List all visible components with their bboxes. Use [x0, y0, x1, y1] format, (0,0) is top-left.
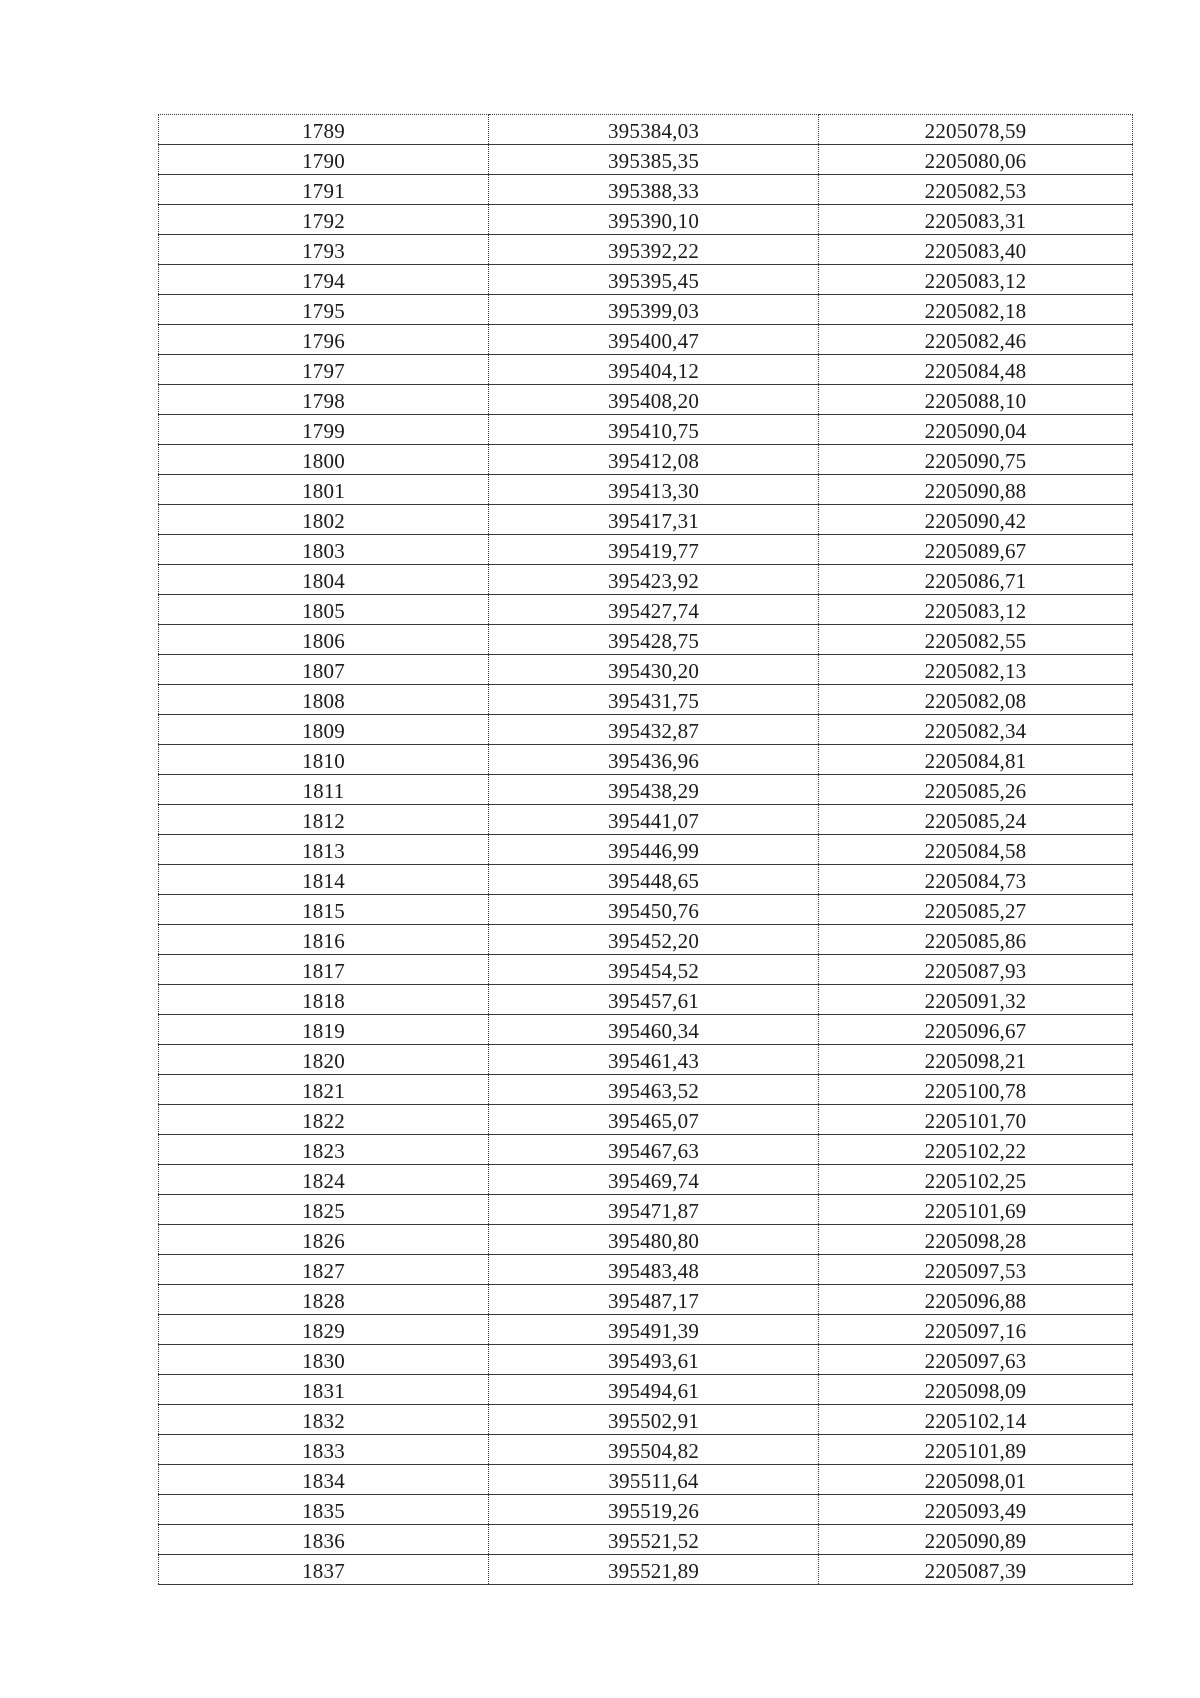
coordinates-table-body	[159, 115, 1133, 1585]
x-coordinate-cell: 395446,99	[489, 835, 819, 865]
x-coordinate-cell: 395417,31	[489, 505, 819, 535]
table-row	[159, 775, 1133, 805]
x-coordinate-cell: 395441,07	[489, 805, 819, 835]
point-number-cell: 1816	[159, 925, 489, 955]
y-coordinate-cell: 2205082,46	[819, 325, 1133, 355]
table-row	[159, 355, 1133, 385]
point-number-cell: 1815	[159, 895, 489, 925]
y-coordinate-cell: 2205082,34	[819, 715, 1133, 745]
x-coordinate-cell: 395400,47	[489, 325, 819, 355]
table-row	[159, 1465, 1133, 1495]
y-coordinate-cell: 2205102,25	[819, 1165, 1133, 1195]
table-row	[159, 895, 1133, 925]
x-coordinate-cell: 395521,52	[489, 1525, 819, 1555]
x-coordinate-cell: 395450,76	[489, 895, 819, 925]
table-row	[159, 1255, 1133, 1285]
x-coordinate-cell: 395430,20	[489, 655, 819, 685]
table-row	[159, 865, 1133, 895]
table-row	[159, 535, 1133, 565]
y-coordinate-cell: 2205084,73	[819, 865, 1133, 895]
point-number-cell: 1836	[159, 1525, 489, 1555]
y-coordinate-cell: 2205102,14	[819, 1405, 1133, 1435]
table-row	[159, 565, 1133, 595]
table-row	[159, 1105, 1133, 1135]
x-coordinate-cell: 395408,20	[489, 385, 819, 415]
point-number-cell: 1805	[159, 595, 489, 625]
point-number-cell: 1831	[159, 1375, 489, 1405]
point-number-cell: 1819	[159, 1015, 489, 1045]
point-number-cell: 1833	[159, 1435, 489, 1465]
x-coordinate-cell: 395448,65	[489, 865, 819, 895]
point-number-cell: 1828	[159, 1285, 489, 1315]
table-row	[159, 445, 1133, 475]
point-number-cell: 1813	[159, 835, 489, 865]
y-coordinate-cell: 2205101,70	[819, 1105, 1133, 1135]
point-number-cell: 1811	[159, 775, 489, 805]
y-coordinate-cell: 2205083,31	[819, 205, 1133, 235]
x-coordinate-cell: 395467,63	[489, 1135, 819, 1165]
x-coordinate-cell: 395487,17	[489, 1285, 819, 1315]
x-coordinate-cell: 395390,10	[489, 205, 819, 235]
x-coordinate-cell: 395471,87	[489, 1195, 819, 1225]
x-coordinate-cell: 395465,07	[489, 1105, 819, 1135]
point-number-cell: 1830	[159, 1345, 489, 1375]
x-coordinate-cell: 395504,82	[489, 1435, 819, 1465]
table-row	[159, 835, 1133, 865]
x-coordinate-cell: 395519,26	[489, 1495, 819, 1525]
y-coordinate-cell: 2205098,09	[819, 1375, 1133, 1405]
point-number-cell: 1837	[159, 1555, 489, 1585]
point-number-cell: 1792	[159, 205, 489, 235]
y-coordinate-cell: 2205087,93	[819, 955, 1133, 985]
x-coordinate-cell: 395438,29	[489, 775, 819, 805]
table-row	[159, 1285, 1133, 1315]
y-coordinate-cell: 2205101,89	[819, 1435, 1133, 1465]
y-coordinate-cell: 2205098,21	[819, 1045, 1133, 1075]
y-coordinate-cell: 2205097,16	[819, 1315, 1133, 1345]
point-number-cell: 1789	[159, 115, 489, 145]
table-row	[159, 1315, 1133, 1345]
y-coordinate-cell: 2205080,06	[819, 145, 1133, 175]
table-row	[159, 1405, 1133, 1435]
point-number-cell: 1825	[159, 1195, 489, 1225]
point-number-cell: 1796	[159, 325, 489, 355]
y-coordinate-cell: 2205082,08	[819, 685, 1133, 715]
x-coordinate-cell: 395432,87	[489, 715, 819, 745]
table-row	[159, 1495, 1133, 1525]
point-number-cell: 1800	[159, 445, 489, 475]
y-coordinate-cell: 2205084,48	[819, 355, 1133, 385]
point-number-cell: 1826	[159, 1225, 489, 1255]
table-row	[159, 685, 1133, 715]
x-coordinate-cell: 395399,03	[489, 295, 819, 325]
y-coordinate-cell: 2205088,10	[819, 385, 1133, 415]
point-number-cell: 1791	[159, 175, 489, 205]
table-row	[159, 1375, 1133, 1405]
point-number-cell: 1821	[159, 1075, 489, 1105]
point-number-cell: 1809	[159, 715, 489, 745]
table-row	[159, 1165, 1133, 1195]
y-coordinate-cell: 2205098,28	[819, 1225, 1133, 1255]
table-row	[159, 1075, 1133, 1105]
point-number-cell: 1829	[159, 1315, 489, 1345]
point-number-cell: 1797	[159, 355, 489, 385]
x-coordinate-cell: 395384,03	[489, 115, 819, 145]
table-row	[159, 175, 1133, 205]
point-number-cell: 1798	[159, 385, 489, 415]
x-coordinate-cell: 395427,74	[489, 595, 819, 625]
x-coordinate-cell: 395463,52	[489, 1075, 819, 1105]
point-number-cell: 1824	[159, 1165, 489, 1195]
table-row	[159, 985, 1133, 1015]
y-coordinate-cell: 2205100,78	[819, 1075, 1133, 1105]
x-coordinate-cell: 395457,61	[489, 985, 819, 1015]
y-coordinate-cell: 2205098,01	[819, 1465, 1133, 1495]
table-row	[159, 475, 1133, 505]
x-coordinate-cell: 395493,61	[489, 1345, 819, 1375]
table-row	[159, 385, 1133, 415]
x-coordinate-cell: 395419,77	[489, 535, 819, 565]
y-coordinate-cell: 2205090,42	[819, 505, 1133, 535]
x-coordinate-cell: 395395,45	[489, 265, 819, 295]
point-number-cell: 1806	[159, 625, 489, 655]
y-coordinate-cell: 2205084,81	[819, 745, 1133, 775]
y-coordinate-cell: 2205085,86	[819, 925, 1133, 955]
y-coordinate-cell: 2205082,13	[819, 655, 1133, 685]
y-coordinate-cell: 2205090,88	[819, 475, 1133, 505]
y-coordinate-cell: 2205097,53	[819, 1255, 1133, 1285]
table-row	[159, 745, 1133, 775]
table-row	[159, 115, 1133, 145]
x-coordinate-cell: 395388,33	[489, 175, 819, 205]
x-coordinate-cell: 395392,22	[489, 235, 819, 265]
point-number-cell: 1835	[159, 1495, 489, 1525]
y-coordinate-cell: 2205082,55	[819, 625, 1133, 655]
y-coordinate-cell: 2205084,58	[819, 835, 1133, 865]
point-number-cell: 1802	[159, 505, 489, 535]
table-row	[159, 1135, 1133, 1165]
y-coordinate-cell: 2205083,12	[819, 265, 1133, 295]
point-number-cell: 1790	[159, 145, 489, 175]
table-row	[159, 1345, 1133, 1375]
x-coordinate-cell: 395385,35	[489, 145, 819, 175]
point-number-cell: 1822	[159, 1105, 489, 1135]
y-coordinate-cell: 2205083,12	[819, 595, 1133, 625]
table-row	[159, 1225, 1133, 1255]
point-number-cell: 1794	[159, 265, 489, 295]
table-row	[159, 805, 1133, 835]
x-coordinate-cell: 395494,61	[489, 1375, 819, 1405]
point-number-cell: 1810	[159, 745, 489, 775]
point-number-cell: 1804	[159, 565, 489, 595]
table-row	[159, 595, 1133, 625]
point-number-cell: 1803	[159, 535, 489, 565]
y-coordinate-cell: 2205087,39	[819, 1555, 1133, 1585]
x-coordinate-cell: 395521,89	[489, 1555, 819, 1585]
y-coordinate-cell: 2205090,04	[819, 415, 1133, 445]
y-coordinate-cell: 2205097,63	[819, 1345, 1133, 1375]
y-coordinate-cell: 2205089,67	[819, 535, 1133, 565]
table-row	[159, 1045, 1133, 1075]
point-number-cell: 1807	[159, 655, 489, 685]
x-coordinate-cell: 395460,34	[489, 1015, 819, 1045]
point-number-cell: 1818	[159, 985, 489, 1015]
point-number-cell: 1832	[159, 1405, 489, 1435]
point-number-cell: 1793	[159, 235, 489, 265]
table-row	[159, 955, 1133, 985]
table-row	[159, 505, 1133, 535]
x-coordinate-cell: 395452,20	[489, 925, 819, 955]
y-coordinate-cell: 2205096,88	[819, 1285, 1133, 1315]
x-coordinate-cell: 395431,75	[489, 685, 819, 715]
y-coordinate-cell: 2205090,75	[819, 445, 1133, 475]
x-coordinate-cell: 395413,30	[489, 475, 819, 505]
y-coordinate-cell: 2205085,24	[819, 805, 1133, 835]
table-row	[159, 415, 1133, 445]
y-coordinate-cell: 2205101,69	[819, 1195, 1133, 1225]
point-number-cell: 1823	[159, 1135, 489, 1165]
x-coordinate-cell: 395480,80	[489, 1225, 819, 1255]
y-coordinate-cell: 2205078,59	[819, 115, 1133, 145]
x-coordinate-cell: 395436,96	[489, 745, 819, 775]
point-number-cell: 1834	[159, 1465, 489, 1495]
x-coordinate-cell: 395454,52	[489, 955, 819, 985]
x-coordinate-cell: 395461,43	[489, 1045, 819, 1075]
y-coordinate-cell: 2205093,49	[819, 1495, 1133, 1525]
y-coordinate-cell: 2205086,71	[819, 565, 1133, 595]
y-coordinate-cell: 2205091,32	[819, 985, 1133, 1015]
x-coordinate-cell: 395412,08	[489, 445, 819, 475]
table-row	[159, 925, 1133, 955]
point-number-cell: 1827	[159, 1255, 489, 1285]
table-row	[159, 265, 1133, 295]
table-row	[159, 1195, 1133, 1225]
table-row	[159, 1435, 1133, 1465]
y-coordinate-cell: 2205085,26	[819, 775, 1133, 805]
table-row	[159, 205, 1133, 235]
y-coordinate-cell: 2205082,18	[819, 295, 1133, 325]
point-number-cell: 1817	[159, 955, 489, 985]
y-coordinate-cell: 2205083,40	[819, 235, 1133, 265]
y-coordinate-cell: 2205090,89	[819, 1525, 1133, 1555]
x-coordinate-cell: 395423,92	[489, 565, 819, 595]
point-number-cell: 1808	[159, 685, 489, 715]
point-number-cell: 1812	[159, 805, 489, 835]
x-coordinate-cell: 395404,12	[489, 355, 819, 385]
table-row	[159, 295, 1133, 325]
x-coordinate-cell: 395469,74	[489, 1165, 819, 1195]
point-number-cell: 1820	[159, 1045, 489, 1075]
x-coordinate-cell: 395428,75	[489, 625, 819, 655]
table-row	[159, 715, 1133, 745]
table-row	[159, 655, 1133, 685]
point-number-cell: 1795	[159, 295, 489, 325]
x-coordinate-cell: 395491,39	[489, 1315, 819, 1345]
point-number-cell: 1801	[159, 475, 489, 505]
table-row	[159, 1015, 1133, 1045]
x-coordinate-cell: 395511,64	[489, 1465, 819, 1495]
x-coordinate-cell: 395483,48	[489, 1255, 819, 1285]
table-row	[159, 1525, 1133, 1555]
point-number-cell: 1799	[159, 415, 489, 445]
y-coordinate-cell: 2205082,53	[819, 175, 1133, 205]
table-row	[159, 625, 1133, 655]
coordinates-table	[158, 114, 1133, 1585]
x-coordinate-cell: 395502,91	[489, 1405, 819, 1435]
table-row	[159, 235, 1133, 265]
table-row	[159, 145, 1133, 175]
y-coordinate-cell: 2205085,27	[819, 895, 1133, 925]
table-row	[159, 325, 1133, 355]
table-row	[159, 1555, 1133, 1585]
point-number-cell: 1814	[159, 865, 489, 895]
y-coordinate-cell: 2205096,67	[819, 1015, 1133, 1045]
y-coordinate-cell: 2205102,22	[819, 1135, 1133, 1165]
x-coordinate-cell: 395410,75	[489, 415, 819, 445]
